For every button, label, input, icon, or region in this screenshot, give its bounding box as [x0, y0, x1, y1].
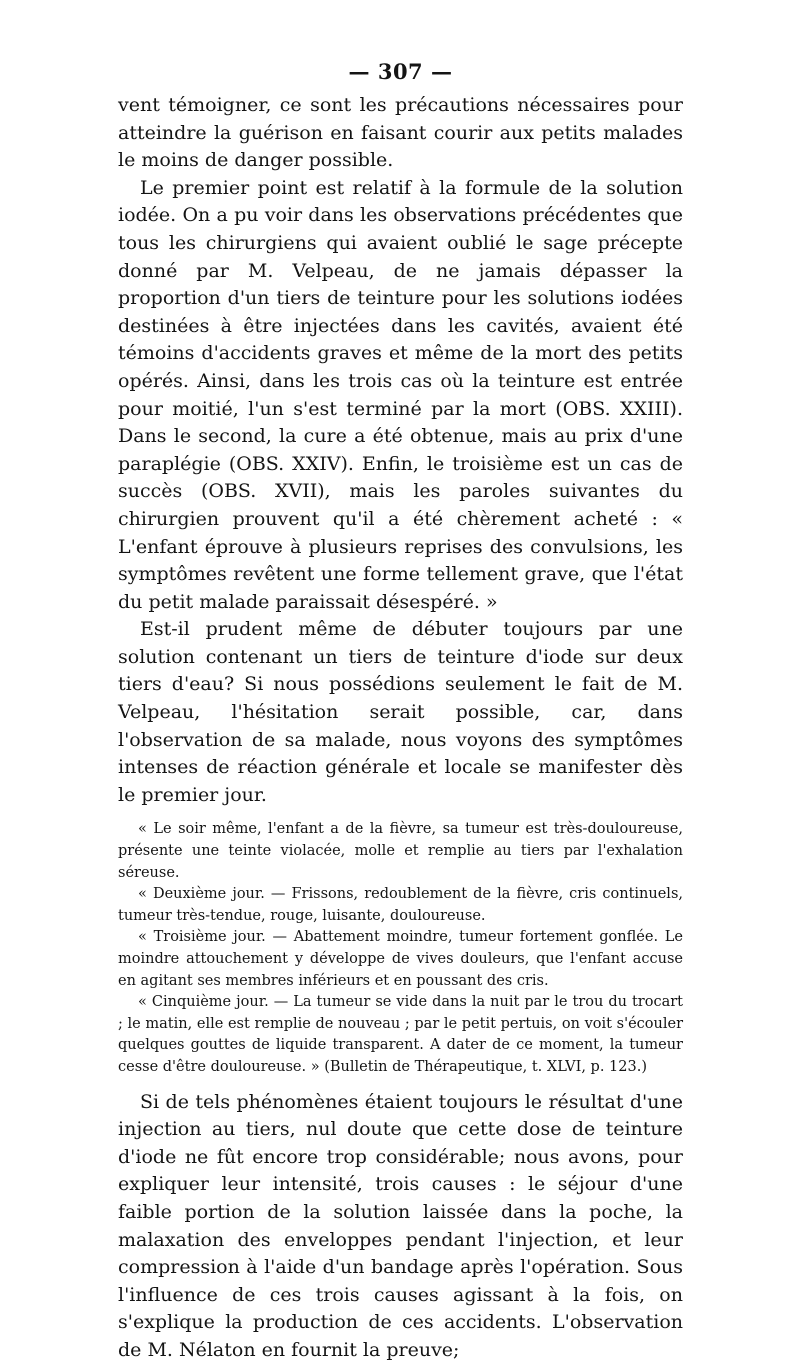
quoted-observation: [118, 819, 683, 1078]
quote-first-evening: « Le soir même, l'enfant a de la fièvre, sa tumeur est très-douloureuse, présente une teinte violacée, molle et remplie au tiers par l'exhalation séreuse.: [118, 821, 683, 881]
quote-third-day: « Troisième jour. — Abattement moindre, tumeur fortement gonflée. Le moindre attouchement y développe de vives douleurs, que l'enfant accuse en agitant ses membres inférieurs et en poussant des cris.: [118, 929, 683, 989]
quote-fifth-day: « Cinquième jour. — La tumeur se vide dans la nuit par le trou du trocart ; le matin, elle est remplie de nouveau ; par le petit pertuis, on voit s'écouler quelques gouttes de liquide transparent. A dater de ce moment, la tumeur cesse d'être douloureuse. » (Bulletin de Thérapeutique, t. XLVI, p. 123.): [118, 994, 683, 1075]
page-number: — 307 —: [348, 59, 453, 84]
page: [118, 58, 683, 1365]
paragraph-iodine-formula: Le premier point est relatif à la formule de la solution iodée. On a pu voir dans les observations précédentes que tous les chirurgiens qui avaient oublié le sage précepte donné par M. Velpeau, de ne jamais dépasser la proportion d'un tiers de teinture pour les solutions iodées destinées à être injectées dans les cavités, avaient été témoins d'accidents graves et même de la mort des petits opérés. Ainsi, dans les trois cas où la teinture est entrée pour moitié, l'un s'est terminé par la mort (OBS. XXIII). Dans le second, la cure a été obtenue, mais au prix d'une paraplégie (OBS. XXIV). Enfin, le troisième est un cas de succès (OBS. XVII), mais les paroles suivantes du chirurgien prouvent qu'il a été chèrement acheté : « L'enfant éprouve à plusieurs reprises des convulsions, les symptômes revêtent une forme tellement grave, que l'état du petit malade paraissait désespéré. »: [118, 176, 683, 613]
paragraph-causes: Si de tels phénomènes étaient toujours le résultat d'une injection au tiers, nul doute que cette dose de teinture d'iode ne fût encore trop considérable; nous avons, pour expliquer leur intensité, trois causes : le séjour d'une faible portion de la solution laissée dans la poche, la malaxation des enveloppes pendant l'injection, et leur compression à l'aide d'un bandage après l'opération. Sous l'influence de ces trois causes agissant à la fois, on s'explique la production de ces accidents. L'observation de M. Nélaton en fournit la preuve;: [118, 1090, 683, 1361]
paragraph-continuation: vent témoigner, ce sont les précautions nécessaires pour atteindre la guérison en faisant courir aux petits malades le moins de danger possible.: [118, 94, 683, 172]
quote-second-day: « Deuxième jour. — Frissons, redoublement de la fièvre, cris continuels, tumeur très-tendue, rouge, luisante, douloureuse.: [118, 886, 683, 924]
paragraph-prudence-question: Est-il prudent même de débuter toujours par une solution contenant un tiers de teinture d'iode sur deux tiers d'eau? Si nous possédions seulement le fait de M. Velpeau, l'hésitation serait possible, car, dans l'observation de sa malade, nous voyons des symptômes intenses de réaction générale et locale se manifester dès le premier jour.: [118, 618, 683, 806]
